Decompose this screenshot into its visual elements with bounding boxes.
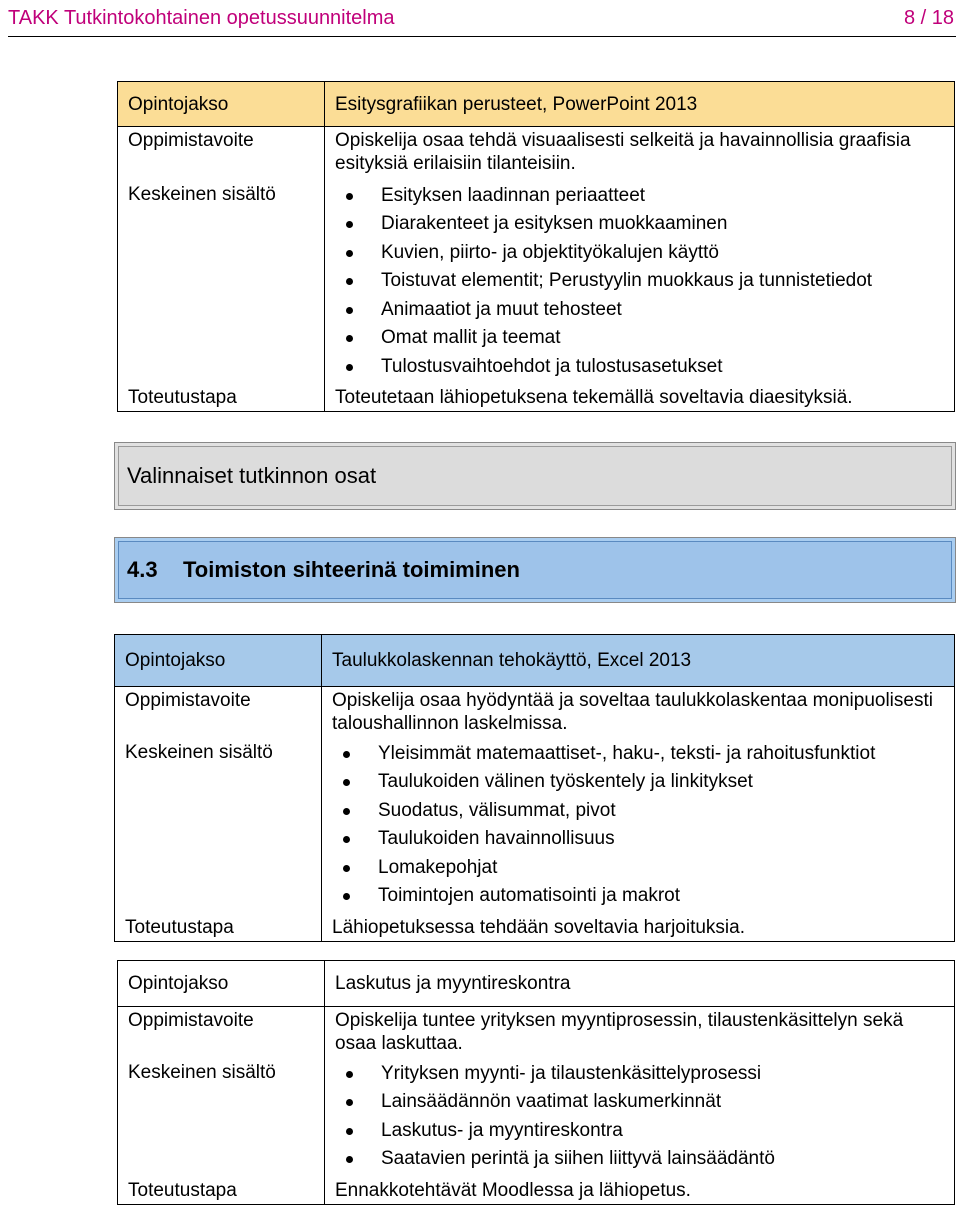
- section-title: Toimiston sihteerinä toimiminen: [183, 557, 520, 582]
- course-content: [325, 1059, 955, 1177]
- list-item: Animaatiot ja muut tehosteet: [345, 297, 944, 326]
- list-item: Lomakepohjat: [342, 855, 944, 884]
- course-method: Lähiopetuksessa tehdään soveltavia harjoituksia.: [322, 914, 955, 942]
- list-item: Esityksen laadinnan periaatteet: [345, 183, 944, 212]
- list-item: Taulukoiden havainnollisuus: [342, 826, 944, 855]
- page-header: [8, 3, 956, 37]
- course-goal: Opiskelija tuntee yrityksen myyntiprosessin, tilaustenkäsittelyn sekä osaa laskuttaa.: [325, 1007, 955, 1059]
- optional-units-heading: Valinnaiset tutkinnon osat: [118, 446, 952, 506]
- label-opintojakso: Opintojakso: [115, 635, 322, 687]
- label-oppimistavoite: Oppimistavoite: [115, 687, 322, 739]
- label-toteutustapa: Toteutustapa: [115, 914, 322, 942]
- optional-units-banner: [114, 442, 956, 510]
- course-content: [325, 181, 955, 385]
- course-title: Laskutus ja myyntireskontra: [325, 961, 955, 1007]
- course-title: Esitysgrafiikan perusteet, PowerPoint 2013: [325, 82, 955, 127]
- list-item: Kuvien, piirto- ja objektityökalujen käyttö: [345, 240, 944, 269]
- list-item: Toimintojen automatisointi ja makrot: [342, 883, 944, 912]
- list-item: Yleisimmät matemaattiset-, haku-, teksti- ja rahoitusfunktiot: [342, 741, 944, 770]
- course-table-excel: [114, 634, 955, 942]
- list-item: Diarakenteet ja esityksen muokkaaminen: [345, 211, 944, 240]
- label-opintojakso: Opintojakso: [118, 961, 325, 1007]
- course-method: Ennakkotehtävät Moodlessa ja lähiopetus.: [325, 1177, 955, 1205]
- label-keskeinen-sisalto: Keskeinen sisältö: [118, 1059, 325, 1177]
- section-number: 4.3: [127, 557, 158, 582]
- label-opintojakso: Opintojakso: [118, 82, 325, 127]
- section-heading: [118, 541, 952, 599]
- list-item: Saatavien perintä ja siihen liittyvä lainsäädäntö: [345, 1146, 944, 1175]
- document-title: TAKK Tutkintokohtainen opetussuunnitelma: [8, 7, 395, 29]
- label-toteutustapa: Toteutustapa: [118, 384, 325, 412]
- list-item: Taulukoiden välinen työskentely ja linkitykset: [342, 769, 944, 798]
- course-goal: Opiskelija osaa hyödyntää ja soveltaa taulukkolaskentaa monipuolisesti taloushallinnon laskelmissa.: [322, 687, 955, 739]
- list-item: Laskutus- ja myyntireskontra: [345, 1118, 944, 1147]
- list-item: Yrityksen myynti- ja tilaustenkäsittelyprosessi: [345, 1061, 944, 1090]
- content-list: [342, 741, 944, 912]
- content-list: [345, 183, 944, 383]
- page-number: 8 / 18: [903, 7, 954, 29]
- list-item: Suodatus, välisummat, pivot: [342, 798, 944, 827]
- label-keskeinen-sisalto: Keskeinen sisältö: [115, 739, 322, 914]
- label-keskeinen-sisalto: Keskeinen sisältö: [118, 181, 325, 385]
- list-item: Lainsäädännön vaatimat laskumerkinnät: [345, 1089, 944, 1118]
- course-table-powerpoint: [117, 81, 955, 412]
- label-toteutustapa: Toteutustapa: [118, 1177, 325, 1205]
- list-item: Omat mallit ja teemat: [345, 325, 944, 354]
- label-oppimistavoite: Oppimistavoite: [118, 127, 325, 181]
- list-item: Toistuvat elementit; Perustyylin muokkaus ja tunnistetiedot: [345, 268, 944, 297]
- section-banner: [114, 537, 956, 603]
- course-method: Toteutetaan lähiopetuksena tekemällä soveltavia diaesityksiä.: [325, 384, 955, 412]
- course-table-laskutus: [117, 960, 955, 1205]
- label-oppimistavoite: Oppimistavoite: [118, 1007, 325, 1059]
- course-content: [322, 739, 955, 914]
- content-list: [345, 1061, 944, 1175]
- course-title: Taulukkolaskennan tehokäyttö, Excel 2013: [322, 635, 955, 687]
- course-goal: Opiskelija osaa tehdä visuaalisesti selkeitä ja havainnollisia graafisia esityksiä erilaisiin tilanteisiin.: [325, 127, 955, 181]
- list-item: Tulostusvaihtoehdot ja tulostusasetukset: [345, 354, 944, 383]
